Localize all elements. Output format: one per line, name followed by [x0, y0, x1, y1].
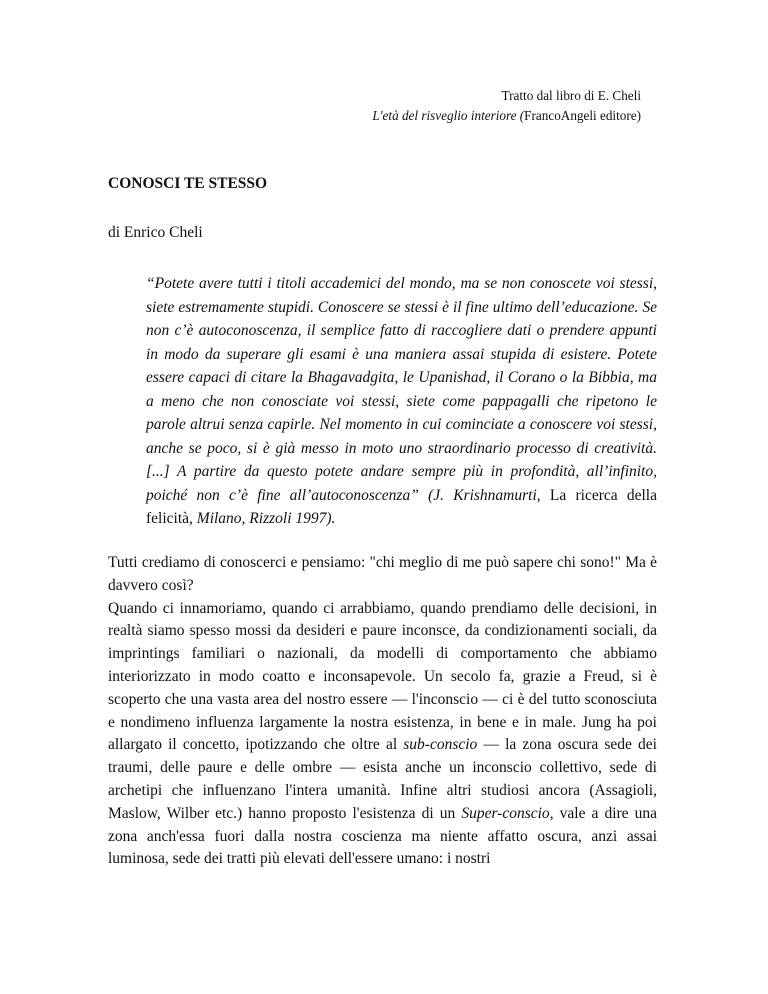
source-book-line [372, 106, 641, 126]
paragraph-2-part-a: Quando ci innamoriamo, quando ci arrabbiamo, quando prendiamo delle decisioni, in realtà siamo spesso mossi da desideri e paure inconsce, da condizionamenti sociali, da imprintings familiari o nazionali, da modelli di comportamento che abbiamo interiorizzato in modo coatto e inconsapevole. Un secolo fa, grazie a Freud, si è scoperto che una vasta area del nostro essere — l'inconscio — ci è del tutto sconosciuta e nondimeno influenza largamente la nostra esistenza, in bene e in male. Jung ha poi allargato il concetto, ipotizzando che oltre al [108, 599, 657, 754]
source-line: Tratto dal libro di E. Cheli [501, 88, 641, 103]
paragraph-2-part-b: — la zona oscura sede dei traumi, delle paure e delle ombre — esista anche un inconscio collettivo, sede di archetipi che influenzano l'intera umanità. Infine altri studiosi ancora (Assagioli, Maslow, Wilber etc.) hanno proposto l'esistenza di un [108, 736, 657, 822]
quote-book-title: La ricerca della felicità, [146, 486, 657, 527]
body-text [108, 552, 657, 871]
source-publisher: FrancoAngeli editore) [524, 108, 641, 123]
paragraph-1: Tutti crediamo di conoscerci e pensiamo: "chi meglio di me può sapere chi sono!" Ma è davvero così? [108, 554, 657, 594]
author-line: di Enrico Cheli [108, 224, 203, 241]
quote-text: “Potete avere tutti i titoli accademici del mondo, ma se non conoscete voi stessi, siete estremamente stupidi. Conoscere se stessi è il fine ultimo dell’educazione. Se non c’è autoconoscenza, il semplice fatto di raccogliere dati o prendere appunti in modo da superare gli esami è una maniera assai stupida di esistere. Potete essere capaci di citare la Bhagavadgita, le Upanishad, il Corano o la Bibbia, ma a meno che non conosciate voi stessi, siete come pappagalli che ripetono le parole altrui senza capirle. Nel momento in cui cominciate a conoscere voi stessi, anche se poco, si è già messo in moto uno straordinario processo di creatività. [...] A partire da questo potete andare sempre più in profondità, all’infinito, poiché non c’è fine all’autoconoscenza” (J. Krishnamurti, [146, 275, 657, 504]
source-book-title: L'età del risveglio interiore ( [372, 108, 525, 123]
paragraph-2-part-c: , vale a dire una zona anch'essa fuori dalla nostra coscienza ma niente affatto oscura, anzi assai luminosa, sede dei tratti più elevati dell'essere umano: i nostri [108, 804, 657, 868]
term-subconscio: sub-conscio [403, 736, 478, 754]
epigraph-quote [146, 272, 657, 531]
source-note [372, 86, 641, 126]
quote-citation: Milano, Rizzoli 1997). [192, 510, 336, 527]
page-title: CONOSCI TE STESSO [108, 175, 268, 192]
paragraph-2 [108, 598, 657, 872]
term-superconscio: Super-conscio [461, 804, 550, 822]
